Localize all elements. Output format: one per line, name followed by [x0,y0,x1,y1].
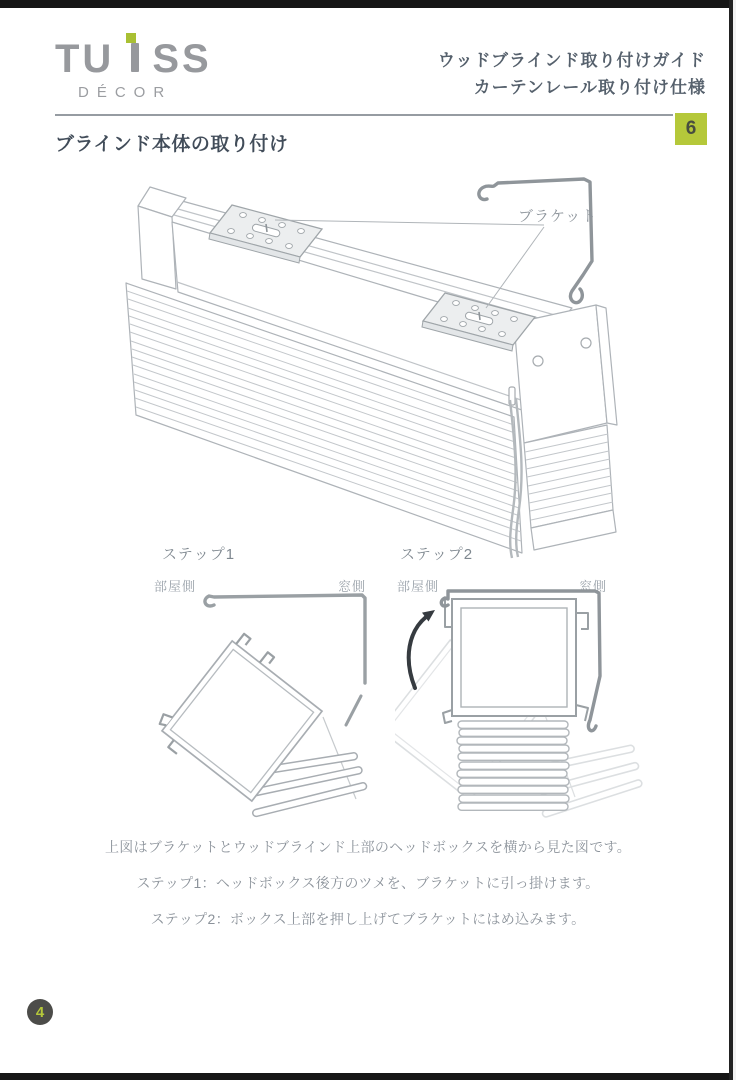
headbox-bracket-figure [110,165,630,575]
step2-window-side-label: 窓側 [579,579,608,594]
step1-room-side-label: 部屋側 [154,579,197,594]
document-title-line1: ウッドブラインド取り付けガイド [437,51,706,70]
bracket-callout-label: ブラケット [518,208,598,225]
logo-letter-i [131,43,139,72]
page-number-badge: 4 [27,999,53,1025]
caption-block [0,829,736,937]
top-border [0,0,736,8]
document-title [438,47,706,101]
step2-room-side-label: 部屋側 [397,579,440,594]
header-divider [55,114,673,116]
logo-text-right: SS [152,37,212,81]
brand-logo [55,37,212,101]
step1-figure [150,555,390,825]
caption-line1: 上図はブラケットとウッドブラインド上部のヘッドボックスを横から見た図です。 [104,839,632,855]
logo-wordmark [55,37,212,81]
step1-window-side-label: 窓側 [338,579,367,594]
step2-figure [395,555,645,825]
logo-subtitle: DÉCOR [78,84,173,101]
step2-heading: ステップ2 [400,546,474,563]
step1-heading: ステップ1 [162,546,236,563]
bottom-border [0,1073,736,1080]
section-number-badge: 6 [675,113,707,145]
caption-line2: ステップ1：ヘッドボックス後方のツメを、ブラケットに引っ掛けます。 [136,875,600,891]
logo-text-left: TU [55,37,115,81]
section-heading: ブラインド本体の取り付け [55,134,289,155]
caption-line3: ステップ2：ボックス上部を押し上げてブラケットにはめ込みます。 [150,911,586,927]
bracket-profile-icon [479,179,592,303]
document-title-line2: カーテンレール取り付け仕様 [473,78,706,97]
logo-green-dot-icon [126,33,136,43]
